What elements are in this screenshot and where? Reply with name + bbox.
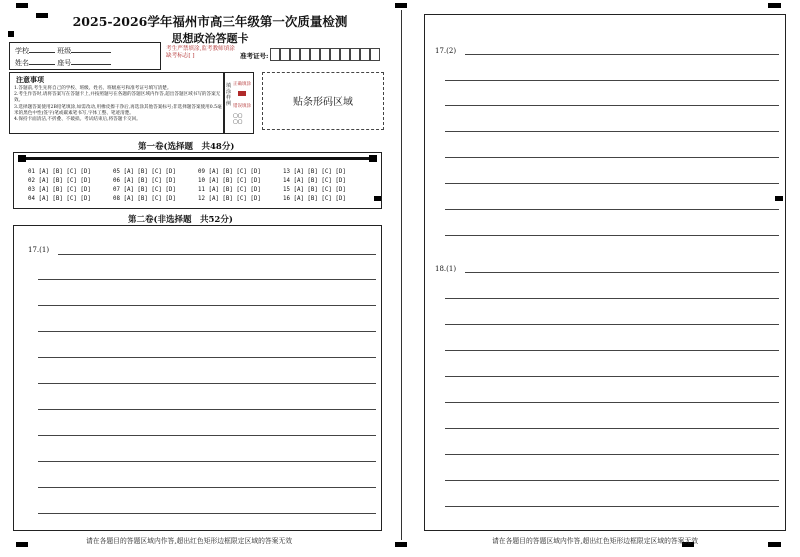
answer-area-right[interactable] <box>424 14 786 531</box>
timing-mark <box>8 31 14 37</box>
answer-area-17-1[interactable] <box>13 225 382 531</box>
timing-mark <box>16 542 28 547</box>
mc-row[interactable]: 02 [A] [B] [C] [D] 06 [A] [B] [C] [D] 10 [A] [B] [C] [D] 14 [A] [B] [C] [D] <box>28 178 346 184</box>
absent-mark-note: 考生严禁填涂,监考教师填涂缺考标志[ ] <box>166 46 235 60</box>
barcode-label: 贴条形码区域 <box>293 97 353 108</box>
question-17-2-label: 17.(2) <box>435 47 457 55</box>
wrong-fill-samples: ▢▢ ▢▢ <box>233 113 243 125</box>
class-label: 班级 <box>57 47 72 55</box>
footer-note-left: 请在各题目的答题区域内作答,超出红色矩形边框限定区域的答案无效 <box>86 537 293 545</box>
seat-label: 座号 <box>57 59 72 67</box>
student-info-box <box>9 42 161 70</box>
timing-mark <box>16 3 28 8</box>
exam-id-label: 准考证号: <box>240 52 269 60</box>
notice-item: 4.保持卡面清洁,不折叠、不破损。考试结束后,将答题卡交回。 <box>14 117 141 123</box>
timing-mark <box>768 542 781 547</box>
timing-mark <box>395 542 407 547</box>
notice-item: 1.答题前,考生先将自己的学校、班级、姓名、班级座号和准考证号填写清楚。 <box>14 86 172 91</box>
wrong-fill-label: 错误填涂 <box>233 104 251 109</box>
notice-title: 注意事项 <box>16 75 44 84</box>
subject-title: 思想政治答题卡 <box>171 32 249 45</box>
notice-item: 3.选择题答案使用2B铅笔填涂,如需改动,用橡皮擦干净后,再选涂其他答案标号;非选择题答案使用0.5毫米的黑色中性(签字)笔或碳素笔书写,字体工整、笔迹清楚。 <box>14 104 222 116</box>
question-18-1-label: 18.(1) <box>435 265 457 273</box>
section1-title: 第一卷(选择题 共48分) <box>138 142 235 152</box>
multiple-choice-box <box>13 152 382 209</box>
question-17-1-label: 17.(1) <box>28 246 50 254</box>
fill-example-label: 填涂样例 <box>226 83 232 107</box>
correct-fill-label: 正确填涂 <box>233 82 251 87</box>
footer-note-right: 请在各题目的答题区域内作答,超出红色矩形边框限定区域的答案无效 <box>492 537 699 545</box>
correct-fill-sample <box>238 91 246 96</box>
section2-title: 第二卷(非选择题 共52分) <box>128 215 233 225</box>
mc-row[interactable]: 01 [A] [B] [C] [D] 05 [A] [B] [C] [D] 09 [A] [B] [C] [D] 13 [A] [B] [C] [D] <box>28 169 346 175</box>
fill-example-box <box>224 72 254 134</box>
exam-title: 2025-2026学年福州市高三年级第一次质量检测 <box>72 14 348 29</box>
barcode-area <box>262 72 384 130</box>
notice-item: 2.考生作答时,请将答案写在答题卡上,并按照题号在各题的答题区域内作答,超出答题区域书写的答案无效。 <box>14 92 221 104</box>
timing-mark <box>36 13 48 18</box>
page-divider <box>401 10 402 540</box>
timing-mark <box>768 3 781 8</box>
notice-box <box>9 72 224 134</box>
mc-row[interactable]: 04 [A] [B] [C] [D] 08 [A] [B] [C] [D] 12 [A] [B] [C] [D] 16 [A] [B] [C] [D] <box>28 196 346 202</box>
mc-row[interactable]: 03 [A] [B] [C] [D] 07 [A] [B] [C] [D] 11 [A] [B] [C] [D] 15 [A] [B] [C] [D] <box>28 187 346 193</box>
name-label: 姓名 <box>15 59 29 67</box>
school-label: 学校 <box>15 47 29 55</box>
timing-mark <box>395 3 407 8</box>
